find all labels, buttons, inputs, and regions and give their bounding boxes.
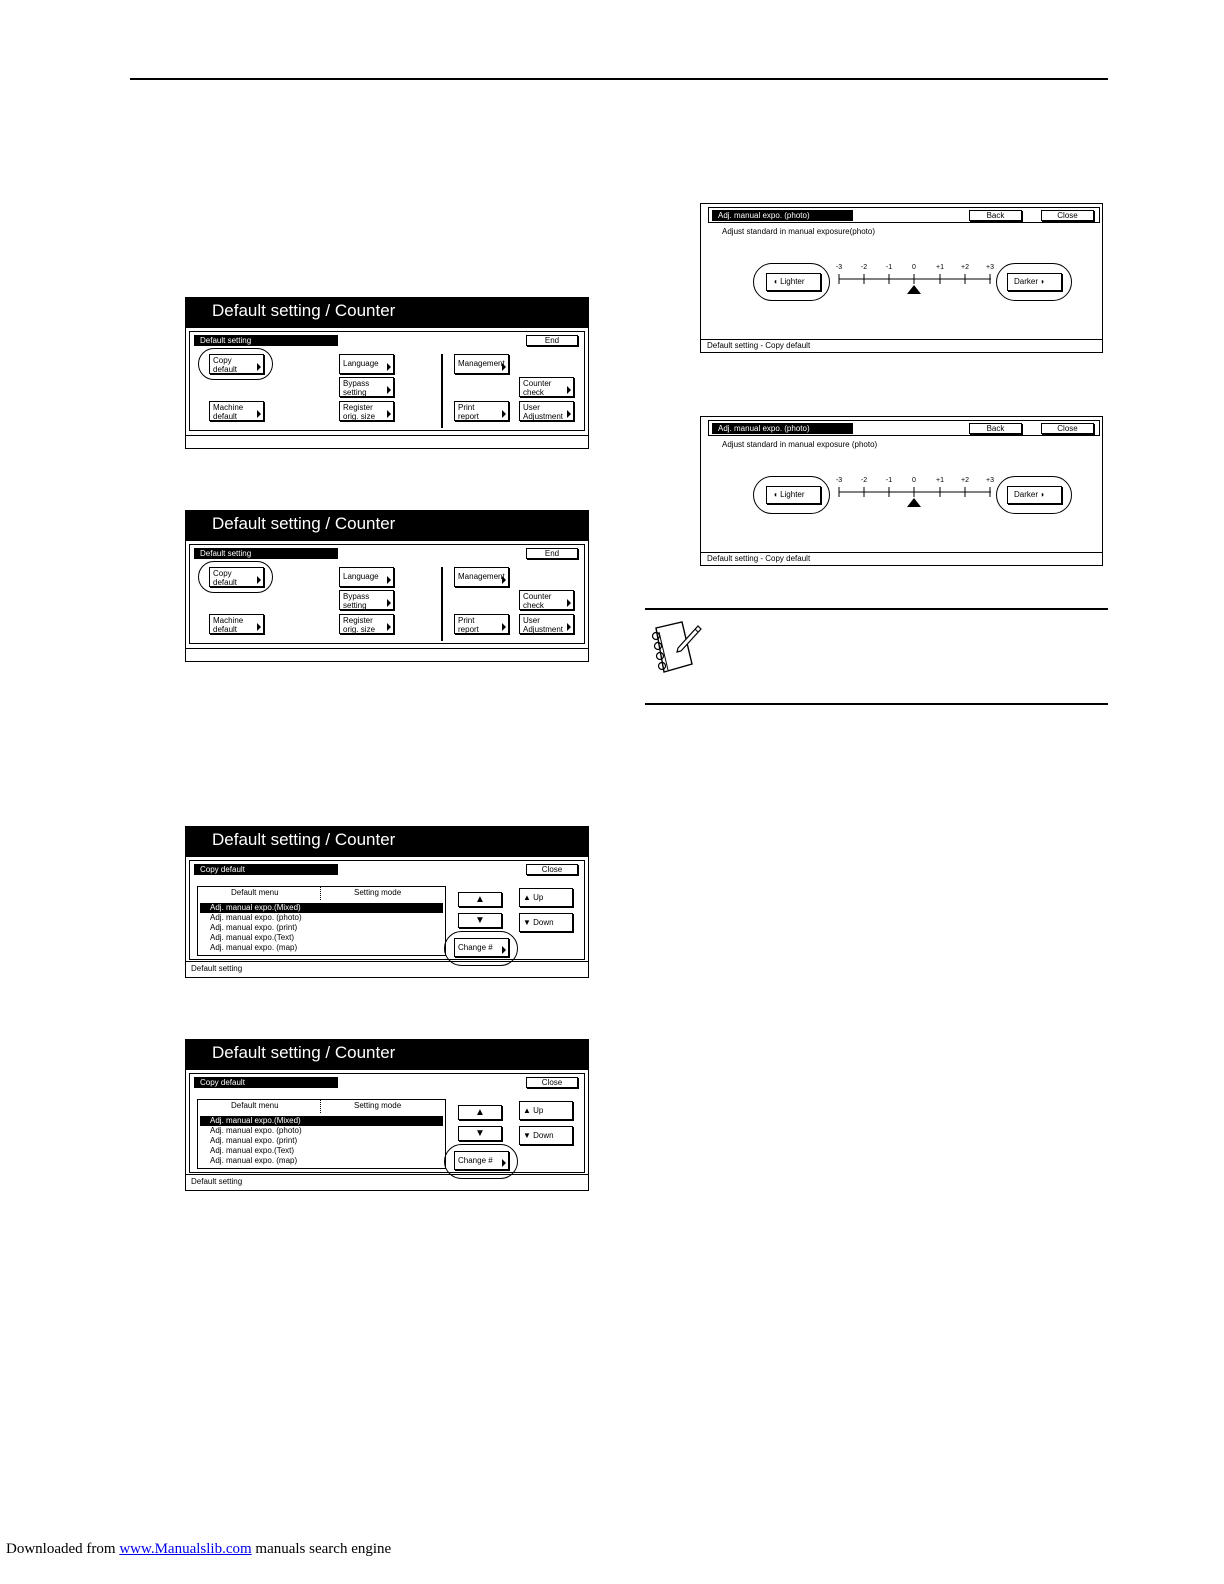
- list-item[interactable]: Adj. manual expo.(Text): [210, 1146, 295, 1155]
- download-footer: [6, 1541, 391, 1558]
- scale-tick: -2: [860, 264, 868, 271]
- arrow-right-icon: [567, 410, 571, 418]
- screen-title: Default setting / Counter: [186, 298, 588, 328]
- triangle-up-icon: ▲: [523, 1106, 534, 1115]
- arrow-right-icon: [502, 576, 506, 584]
- management-button[interactable]: Management: [454, 567, 509, 587]
- scale-tick: -1: [885, 264, 893, 271]
- status-line: [701, 339, 1102, 340]
- status-line: [186, 961, 588, 962]
- counter-check-button[interactable]: Counter check: [519, 377, 574, 397]
- panel-frame: [189, 331, 585, 431]
- panel-bar: Adj. manual expo. (photo): [712, 423, 853, 434]
- scale-tick: 0: [912, 264, 916, 271]
- divider: [441, 567, 443, 641]
- default-setting-screen-2: [185, 510, 589, 662]
- copy-default-screen-1: [185, 826, 589, 978]
- register-orig-size-button[interactable]: Register orig. size: [339, 401, 394, 421]
- user-adjustment-button[interactable]: User Adjustment: [519, 614, 574, 634]
- half-circle-left-icon: ◖: [773, 490, 781, 499]
- arrow-right-icon: [257, 410, 261, 418]
- list-item[interactable]: Adj. manual expo.(Text): [210, 933, 295, 942]
- status-text: Default setting - Copy default: [707, 554, 811, 563]
- status-line: [701, 552, 1102, 553]
- exposure-scale: [701, 204, 1104, 354]
- copy-default-button[interactable]: Copy default: [209, 567, 264, 587]
- change-number-button[interactable]: Change #: [454, 938, 509, 957]
- instruction-text: Adjust standard in manual exposure (photo): [722, 440, 878, 449]
- close-button[interactable]: Close: [526, 864, 578, 875]
- panel-frame: [189, 1073, 585, 1173]
- scale-tick: +2: [961, 264, 969, 271]
- list-item[interactable]: Adj. manual expo. (map): [210, 943, 298, 952]
- screen-title: Default setting / Counter: [186, 511, 588, 541]
- scroll-up-button[interactable]: [458, 1105, 502, 1120]
- pointer-triangle-icon: [907, 285, 921, 294]
- scale-tick: -3: [835, 477, 843, 484]
- bypass-setting-button[interactable]: Bypass setting: [339, 377, 394, 397]
- status-line: [186, 1174, 588, 1175]
- arrow-right-icon: [502, 623, 506, 631]
- arrow-right-icon: [567, 386, 571, 394]
- scale-tick: -3: [835, 264, 843, 271]
- pointer-triangle-icon: [907, 498, 921, 507]
- notepad-icon: [642, 618, 702, 680]
- triangle-down-icon: ▼: [475, 1128, 485, 1139]
- screen-title: Default setting / Counter: [186, 1040, 588, 1070]
- bypass-setting-button[interactable]: Bypass setting: [339, 590, 394, 610]
- column-header-mode: Setting mode: [354, 888, 402, 897]
- scale-tick: +3: [986, 264, 994, 271]
- triangle-down-icon: ▼: [475, 915, 485, 926]
- list-item[interactable]: Adj. manual expo. (photo): [210, 1126, 302, 1135]
- management-button[interactable]: Management: [454, 354, 509, 374]
- panel-frame: [189, 860, 585, 960]
- list-item[interactable]: Adj. manual expo. (print): [210, 923, 298, 932]
- machine-default-button[interactable]: Machine default: [209, 614, 264, 634]
- arrow-right-icon: [387, 410, 391, 418]
- divider: [441, 354, 443, 428]
- arrow-right-icon: [257, 623, 261, 631]
- register-orig-size-button[interactable]: Register orig. size: [339, 614, 394, 634]
- arrow-right-icon: [387, 576, 391, 584]
- language-button[interactable]: Language: [339, 567, 394, 587]
- panel-bar: Adj. manual expo. (photo): [712, 210, 853, 221]
- list-item[interactable]: Adj. manual expo. (print): [210, 1136, 298, 1145]
- darker-button[interactable]: Darker ◗: [1007, 486, 1062, 504]
- scale-tick: +2: [961, 477, 969, 484]
- list-item[interactable]: Adj. manual expo.(Mixed): [200, 1116, 443, 1126]
- arrow-right-icon: [567, 623, 571, 631]
- scroll-up-button[interactable]: [458, 892, 502, 907]
- default-menu-list: [197, 1099, 446, 1169]
- list-item[interactable]: Adj. manual expo.(Mixed): [200, 903, 443, 913]
- list-item[interactable]: Adj. manual expo. (photo): [210, 913, 302, 922]
- machine-default-button[interactable]: Machine default: [209, 401, 264, 421]
- lighter-button[interactable]: ◖ Lighter: [766, 486, 821, 504]
- highlight-oval: [198, 561, 273, 593]
- column-header-menu: Default menu: [231, 888, 279, 897]
- highlight-oval: [198, 348, 273, 380]
- footer-suffix: manuals search engine: [251, 1541, 392, 1557]
- copy-default-screen-2: [185, 1039, 589, 1191]
- note-bottom-rule: [645, 703, 1108, 705]
- default-menu-list: [197, 886, 446, 956]
- triangle-up-icon: ▲: [475, 894, 485, 905]
- status-line: [186, 648, 588, 649]
- triangle-down-icon: ▼: [523, 918, 534, 927]
- print-report-button[interactable]: Print report: [454, 614, 509, 634]
- scale-tick: +1: [936, 264, 944, 271]
- close-button[interactable]: Close: [526, 1077, 578, 1088]
- note-top-rule: [645, 608, 1108, 610]
- half-circle-right-icon: ◗: [1038, 490, 1046, 499]
- column-header-mode: Setting mode: [354, 1101, 402, 1110]
- exposure-screen-2: [700, 416, 1103, 566]
- panel-bar: Copy default: [194, 1077, 338, 1088]
- scale-tick: -2: [860, 477, 868, 484]
- scroll-down-button[interactable]: [458, 913, 502, 928]
- panel-bar: Default setting: [194, 548, 338, 559]
- arrow-right-icon: [502, 410, 506, 418]
- status-text: Default setting: [191, 964, 243, 973]
- scale-tick: 0: [912, 477, 916, 484]
- exposure-scale: [701, 417, 1104, 567]
- close-button[interactable]: Close: [1041, 210, 1094, 221]
- scale-tick: +1: [936, 477, 944, 484]
- arrow-right-icon: [387, 599, 391, 607]
- instruction-text: Adjust standard in manual exposure(photo): [722, 227, 875, 236]
- manualslib-link[interactable]: www.Manualslib.com: [119, 1541, 252, 1557]
- darker-button[interactable]: Darker ◗: [1007, 273, 1062, 291]
- language-button[interactable]: Language: [339, 354, 394, 374]
- close-button[interactable]: Close: [1041, 423, 1094, 434]
- screen-title: Default setting / Counter: [186, 827, 588, 857]
- change-number-button[interactable]: Change #: [454, 1151, 509, 1170]
- footer-prefix: Downloaded from: [6, 1541, 120, 1557]
- copy-default-button[interactable]: Copy default: [209, 354, 264, 374]
- user-adjustment-button[interactable]: User Adjustment: [519, 401, 574, 421]
- arrow-right-icon: [502, 363, 506, 371]
- top-rule: [130, 78, 1108, 80]
- arrow-right-icon: [387, 386, 391, 394]
- up-button[interactable]: ▲ Up: [519, 888, 573, 907]
- status-text: Default setting - Copy default: [707, 341, 811, 350]
- down-button[interactable]: ▼ Down: [519, 1126, 573, 1145]
- list-item[interactable]: Adj. manual expo. (map): [210, 1156, 298, 1165]
- column-divider: [320, 887, 321, 900]
- status-line: [186, 435, 588, 436]
- arrow-right-icon: [387, 363, 391, 371]
- panel-frame: [189, 544, 585, 644]
- default-setting-screen-1: [185, 297, 589, 449]
- column-divider: [320, 1100, 321, 1113]
- end-button[interactable]: End: [526, 548, 578, 559]
- panel-bar: Default setting: [194, 335, 338, 346]
- lighter-button[interactable]: ◖ Lighter: [766, 273, 821, 291]
- panel-bar: Copy default: [194, 864, 338, 875]
- arrow-right-icon: [567, 599, 571, 607]
- column-header-menu: Default menu: [231, 1101, 279, 1110]
- triangle-down-icon: ▼: [523, 1131, 534, 1140]
- scroll-down-button[interactable]: [458, 1126, 502, 1141]
- counter-check-button[interactable]: Counter check: [519, 590, 574, 610]
- triangle-up-icon: ▲: [523, 893, 534, 902]
- triangle-up-icon: ▲: [475, 1107, 485, 1118]
- scale-tick: -1: [885, 477, 893, 484]
- scale-tick: +3: [986, 477, 994, 484]
- half-circle-left-icon: ◖: [773, 277, 781, 286]
- end-button[interactable]: End: [526, 335, 578, 346]
- arrow-right-icon: [387, 623, 391, 631]
- down-button[interactable]: ▼ Down: [519, 913, 573, 932]
- exposure-screen-1: [700, 203, 1103, 353]
- half-circle-right-icon: ◗: [1038, 277, 1046, 286]
- up-button[interactable]: ▲ Up: [519, 1101, 573, 1120]
- print-report-button[interactable]: Print report: [454, 401, 509, 421]
- status-text: Default setting: [191, 1177, 243, 1186]
- back-button[interactable]: Back: [969, 423, 1022, 434]
- back-button[interactable]: Back: [969, 210, 1022, 221]
